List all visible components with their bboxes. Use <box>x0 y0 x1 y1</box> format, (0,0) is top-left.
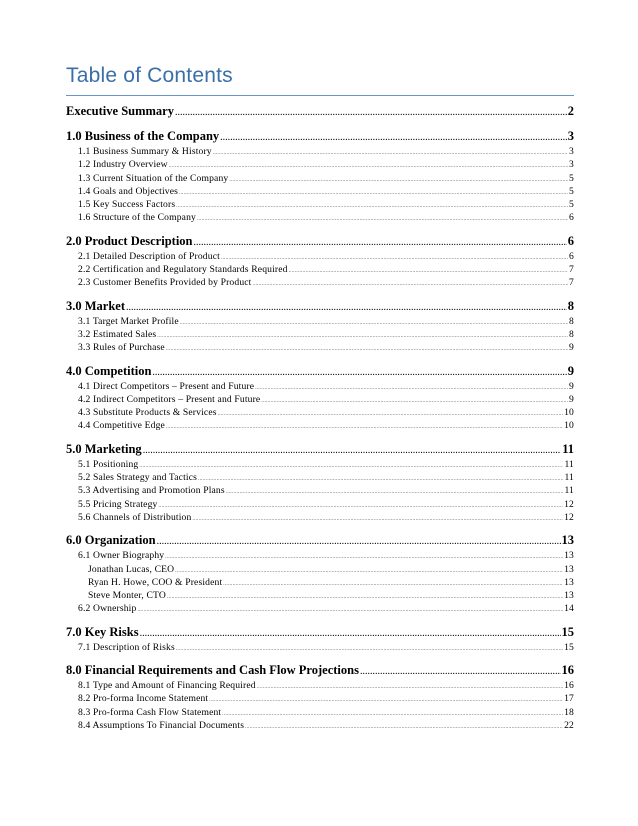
dot-leader <box>143 441 562 459</box>
toc-entry-label: 3.3 Rules of Purchase <box>78 342 165 354</box>
toc-entry-label: 5.2 Sales Strategy and Tactics <box>78 472 198 484</box>
toc-subsection-entry[interactable] <box>66 211 574 224</box>
toc-entry-page-number: 5 <box>569 185 574 197</box>
toc-entry-page-number: 6 <box>567 233 574 248</box>
toc-entry-page-number: 10 <box>564 407 574 419</box>
toc-entry-label: 3.0 Market <box>66 298 126 313</box>
toc-subsection-entry[interactable] <box>66 563 574 576</box>
toc-subsection-entry[interactable] <box>66 315 574 328</box>
toc-entry-page-number: 11 <box>564 458 574 470</box>
toc-section-entry[interactable] <box>66 441 574 458</box>
toc-entry-label: 7.1 Description of Risks <box>78 641 175 653</box>
toc-entry-page-number: 9 <box>569 342 574 354</box>
toc-subsection-entry[interactable] <box>66 393 574 406</box>
toc-entry-label: 8.3 Pro-forma Cash Flow Statement <box>78 706 222 718</box>
toc-entry-label: 4.4 Competitive Edge <box>78 420 165 432</box>
toc-subsection-entry[interactable] <box>66 276 574 289</box>
toc-entry-page-number: 17 <box>564 693 574 705</box>
dot-leader <box>126 298 567 316</box>
toc-entry-label: 5.3 Advertising and Promotion Plans <box>78 485 225 497</box>
toc-entry-page-number: 3 <box>569 159 574 171</box>
dot-leader <box>175 103 567 121</box>
toc-entry-page-number: 11 <box>564 485 574 497</box>
toc-subsection-entry[interactable] <box>66 185 574 198</box>
dot-leader <box>197 211 568 226</box>
toc-entry-page-number: 5 <box>569 172 574 184</box>
dot-leader <box>166 341 568 356</box>
toc-entry-page-number: 12 <box>564 511 574 523</box>
toc-entry-label: 8.0 Financial Requirements and Cash Flow Projections <box>66 663 359 678</box>
toc-entry-page-number: 11 <box>564 472 574 484</box>
toc-entry-label: 5.6 Channels of Distribution <box>78 511 192 523</box>
toc-subsection-entry[interactable] <box>66 250 574 263</box>
dot-leader <box>253 276 569 291</box>
toc-entry-label: 2.2 Certification and Regulatory Standards Required <box>78 264 288 276</box>
toc-entry-page-number: 13 <box>564 563 574 575</box>
toc-entry-label: 8.4 Assumptions To Financial Documents <box>78 719 245 731</box>
toc-entry-label: 7.0 Key Risks <box>66 624 139 639</box>
toc-entry-label: 5.0 Marketing <box>66 441 142 456</box>
toc-entry-page-number: 14 <box>564 603 574 615</box>
toc-entry-page-number: 13 <box>564 576 574 588</box>
toc-subsection-entry[interactable] <box>66 602 574 615</box>
toc-entry-label: 5.1 Positioning <box>78 458 139 470</box>
dot-leader <box>137 602 563 617</box>
toc-entry-page-number: 5 <box>569 199 574 211</box>
toc-entry-label: 8.1 Type and Amount of Financing Required <box>78 680 256 692</box>
toc-title: Table of Contents <box>66 64 233 87</box>
toc-subsection-entry[interactable] <box>66 458 574 471</box>
toc-entry-label: Steve Monter, CTO <box>88 590 166 602</box>
toc-subsection-entry[interactable] <box>66 484 574 497</box>
toc-subsection-entry[interactable] <box>66 549 574 562</box>
toc-section-entry[interactable] <box>66 233 574 250</box>
toc-subsection-entry[interactable] <box>66 406 574 419</box>
toc-entry-page-number: 15 <box>564 641 574 653</box>
toc-entry-label: 4.0 Competition <box>66 363 152 378</box>
dot-leader <box>360 662 561 680</box>
toc-subsection-entry[interactable] <box>66 576 574 589</box>
toc-entry-page-number: 13 <box>564 590 574 602</box>
toc-entry-label: 4.3 Substitute Products & Services <box>78 407 217 419</box>
toc-section-entry[interactable] <box>66 128 574 145</box>
toc-section-entry[interactable] <box>66 103 574 120</box>
toc-section-entry[interactable] <box>66 532 574 549</box>
toc-entry-page-number: 13 <box>564 550 574 562</box>
toc-entry-page-number: 9 <box>569 380 574 392</box>
toc-entry-label: 3.2 Estimated Sales <box>78 328 157 340</box>
dot-leader <box>192 511 563 526</box>
toc-entry-label: 1.1 Business Summary & History <box>78 146 212 157</box>
toc-entry-page-number: 11 <box>562 441 574 456</box>
toc-entry-label: 2.3 Customer Benefits Provided by Product <box>78 277 252 289</box>
toc-entry-label: Jonathan Lucas, CEO <box>88 563 175 575</box>
dot-leader <box>157 532 561 550</box>
dot-leader <box>166 419 563 434</box>
toc-subsection-entry[interactable] <box>66 328 574 341</box>
toc-entry-label: 1.5 Key Success Factors <box>78 199 176 211</box>
toc-entry-page-number: 10 <box>564 420 574 432</box>
toc-subsection-entry[interactable] <box>66 692 574 705</box>
toc-subsection-entry[interactable] <box>66 158 574 171</box>
toc-subsection-entry[interactable] <box>66 641 574 654</box>
toc-entry-page-number: 9 <box>569 393 574 405</box>
toc-entry-label: Executive Summary <box>66 104 174 118</box>
dot-leader <box>220 128 567 146</box>
toc-entry-page-number: 8 <box>569 328 574 340</box>
toc-entry-label: 1.6 Structure of the Company <box>78 212 196 224</box>
toc-entry-page-number: 8 <box>569 315 574 327</box>
dot-leader <box>245 719 563 734</box>
toc-entry-label: 4.2 Indirect Competitors – Present and Future <box>78 393 261 405</box>
toc-entry-page-number: 6 <box>569 250 574 262</box>
toc-entry-label: 8.2 Pro-forma Income Statement <box>78 693 209 705</box>
toc-subsection-entry[interactable] <box>66 380 574 393</box>
toc-subsection-entry[interactable] <box>66 471 574 484</box>
toc-subsection-entry[interactable] <box>66 145 574 158</box>
toc-entry-label: 6.0 Organization <box>66 533 156 548</box>
toc-entry-page-number: 22 <box>564 719 574 731</box>
toc-entry-page-number: 8 <box>567 298 574 313</box>
toc-subsection-entry[interactable] <box>66 511 574 524</box>
toc-entry-page-number: 7 <box>569 264 574 276</box>
toc-entry-page-number: 16 <box>564 680 574 692</box>
toc-entry-label: 2.1 Detailed Description of Product <box>78 250 220 262</box>
toc-entry-label: 6.2 Ownership <box>78 603 137 615</box>
dot-leader <box>140 624 561 642</box>
toc-subsection-entry[interactable] <box>66 679 574 692</box>
toc-entry-page-number: 3 <box>569 146 574 157</box>
toc-section-entry[interactable] <box>66 298 574 315</box>
toc-entries <box>66 103 574 732</box>
toc-entry-page-number: 16 <box>561 663 574 678</box>
dot-leader <box>152 363 566 381</box>
toc-entry-label: 5.5 Pricing Strategy <box>78 498 158 510</box>
toc-entry-page-number: 3 <box>567 129 574 143</box>
toc-entry-label: 6.1 Owner Biography <box>78 550 165 562</box>
toc-subsection-entry[interactable] <box>66 263 574 276</box>
toc-section-entry[interactable] <box>66 624 574 641</box>
toc-section-entry[interactable] <box>66 662 574 679</box>
toc-subsection-entry[interactable] <box>66 172 574 185</box>
title-divider <box>66 95 574 96</box>
toc-entry-page-number: 2 <box>567 104 574 118</box>
toc-entry-page-number: 6 <box>569 212 574 224</box>
toc-subsection-entry[interactable] <box>66 198 574 211</box>
toc-subsection-entry[interactable] <box>66 419 574 432</box>
toc-entry-label: 2.0 Product Description <box>66 233 193 248</box>
toc-entry-label: 1.0 Business of the Company <box>66 129 220 143</box>
toc-entry-page-number: 18 <box>564 706 574 718</box>
toc-subsection-entry[interactable] <box>66 498 574 511</box>
toc-entry-page-number: 13 <box>561 533 574 548</box>
toc-entry-label: 1.4 Goals and Objectives <box>78 185 179 197</box>
toc-subsection-entry[interactable] <box>66 341 574 354</box>
toc-entry-page-number: 12 <box>564 498 574 510</box>
toc-entry-page-number: 7 <box>569 277 574 289</box>
toc-entry-label: 3.1 Target Market Profile <box>78 315 179 327</box>
toc-subsection-entry[interactable] <box>66 589 574 602</box>
toc-entry-label: 1.2 Industry Overview <box>78 159 168 171</box>
toc-entry-page-number: 15 <box>561 624 574 639</box>
toc-entry-label: Ryan H. Howe, COO & President <box>88 576 223 588</box>
dot-leader <box>194 233 567 251</box>
toc-entry-label: 1.3 Current Situation of the Company <box>78 172 229 184</box>
toc-subsection-entry[interactable] <box>66 706 574 719</box>
dot-leader <box>176 641 563 656</box>
toc-section-entry[interactable] <box>66 363 574 380</box>
toc-entry-label: 4.1 Direct Competitors – Present and Future <box>78 380 255 392</box>
toc-subsection-entry[interactable] <box>66 719 574 732</box>
toc-entry-page-number: 9 <box>567 363 574 378</box>
